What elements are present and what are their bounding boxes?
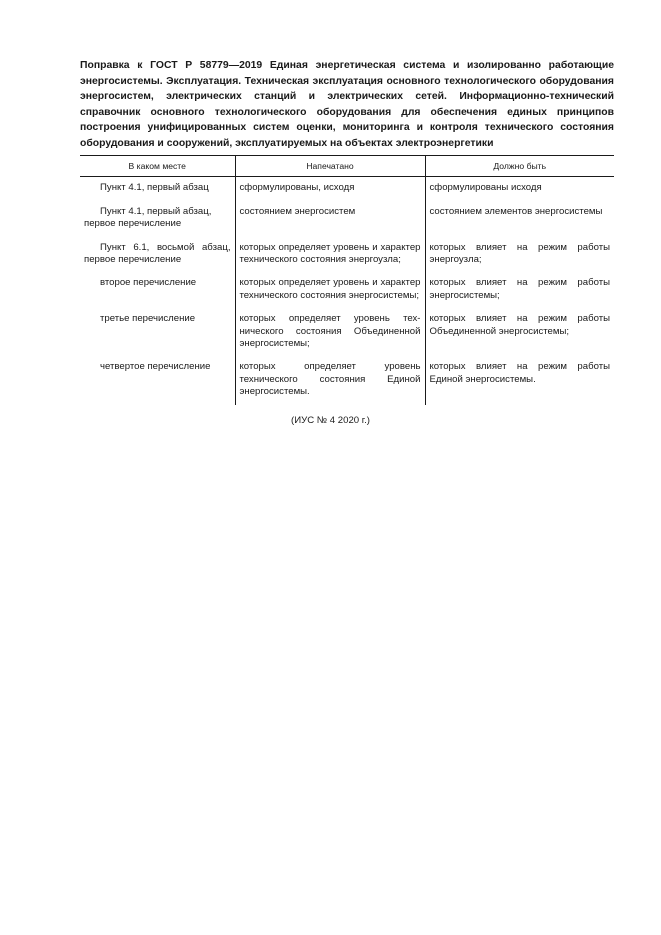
cell-correct: сформулированы исходя	[425, 177, 614, 201]
cell-printed: которых определяет уровень и характер технического состояния энергоузла;	[235, 237, 425, 273]
publication-reference: (ИУС № 4 2020 г.)	[291, 415, 370, 426]
table-row	[80, 177, 614, 201]
cell-place-text: Пункт 6.1, восьмой абзац, первое перечисление	[84, 241, 231, 266]
cell-place-text: четвертое перечисление	[100, 361, 211, 373]
cell-place	[80, 356, 235, 404]
errata-table-header	[80, 156, 614, 177]
table-row	[80, 201, 614, 237]
header-row	[80, 156, 614, 177]
table-row	[80, 356, 614, 404]
cell-correct: которых влияет на режим работы энергосистемы;	[425, 272, 614, 308]
column-header-printed: Напечатано	[235, 156, 425, 177]
column-header-place: В каком месте	[80, 156, 235, 177]
cell-place-text: Пункт 4.1, первый абзац	[100, 182, 209, 194]
errata-table	[80, 155, 614, 405]
cell-place	[80, 201, 235, 237]
document-heading: Поправка к ГОСТ Р 58779—2019 Единая энергетическая система и изолированно работающие энергосистемы. Эксплуатация. Техническая эксплуатация основного технологического оборудования энергосистем, электрических станций и электрических сетей. Информационно-технический справочник основного технологического оборудования для обеспечения единых принципов построения унифицированных систем оценки, мониторинга и контроля технического состояния оборудования и сооружений, эксплуатируемых на объектах электроэнергетики	[80, 60, 614, 149]
cell-printed: которых определяет уровень технического состояния Единой энергосистемы.	[235, 356, 425, 404]
cell-printed: состоянием энергосистем	[235, 201, 425, 237]
cell-printed: сформулированы, исходя	[235, 177, 425, 201]
cell-correct: которых влияет на режим работы Объединенной энергосистемы;	[425, 308, 614, 356]
cell-correct: состоянием элементов энергосистемы	[425, 201, 614, 237]
errata-table-body	[80, 177, 614, 405]
table-row	[80, 272, 614, 308]
cell-place	[80, 177, 235, 201]
cell-place	[80, 272, 235, 308]
cell-printed: которых определяет уровень и характер технического состояния энергосистемы;	[235, 272, 425, 308]
table-row	[80, 308, 614, 356]
column-header-correct: Должно быть	[425, 156, 614, 177]
cell-correct: которых влияет на режим работы Единой энергосистемы.	[425, 356, 614, 404]
cell-place-text: третье перечисление	[100, 313, 196, 325]
cell-printed: которых определяет уровень технического состояния Объединенной энергосистемы;	[235, 308, 425, 356]
cell-place	[80, 308, 235, 356]
table-row	[80, 237, 614, 273]
cell-place	[80, 237, 235, 273]
cell-place-text: второе перечисление	[100, 277, 197, 289]
cell-correct: которых влияет на режим работы энергоузла;	[425, 237, 614, 273]
cell-place-text: Пункт 4.1, первый абзац, первое перечисление	[84, 205, 212, 230]
